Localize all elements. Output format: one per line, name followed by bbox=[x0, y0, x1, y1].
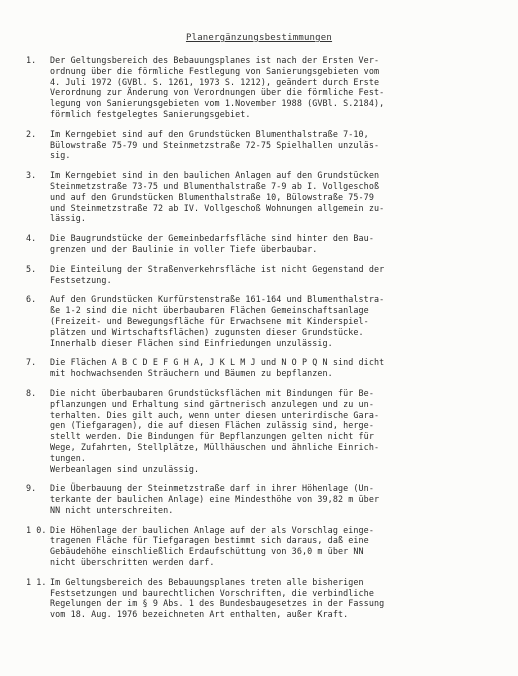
provision-line: Die Flächen A B C D E F G H A, J K L M J und N O P Q N sind dicht bbox=[50, 357, 385, 368]
provision-line: nicht überschritten werden darf. bbox=[50, 557, 215, 568]
provision-line: Regelungen der im § 9 Abs. 1 des Bundesbaugesetzes in der Fassung bbox=[50, 598, 385, 609]
provision-line: Der Geltungsbereich des Bebauungsplanes ist nach der Ersten Ver- bbox=[50, 55, 380, 65]
provision-line: Die Einteilung der Straßenverkehrsfläche ist nicht Gegenstand der bbox=[50, 263, 385, 274]
provision-line: tungen. bbox=[50, 452, 86, 463]
provision-text bbox=[50, 170, 496, 224]
provision-line: tragenen Fläche für Tiefgaragen bestimmt sich daraus, daß eine bbox=[50, 535, 369, 546]
provision-item bbox=[26, 55, 496, 120]
provision-number: 1. bbox=[26, 55, 37, 65]
provision-line: Auf den Grundstücken Kurfürstenstraße 161-164 und Blumenthalstra- bbox=[50, 294, 385, 305]
provision-line: ße 1-2 sind die nicht überbaubaren Flächen Gemeinschaftsanlage bbox=[50, 305, 369, 316]
provision-number: 9. bbox=[26, 483, 37, 494]
provision-text bbox=[50, 577, 496, 620]
provision-line: terhalten. Dies gilt auch, wenn unter diesen unterirdische Gara- bbox=[50, 409, 380, 420]
provision-text bbox=[50, 55, 496, 120]
provision-text bbox=[50, 525, 496, 568]
provision-line: Die Höhenlage der baulichen Anlage auf der als Vorschlag einge- bbox=[50, 524, 374, 535]
provision-line: und Steinmetzstraße 72 ab IV. Vollgeschoß Wohnungen allgemein zu- bbox=[50, 202, 385, 213]
provision-line: legung von Sanierungsgebieten vom 1.November 1988 (GVBl. S.2184), bbox=[50, 98, 385, 109]
provision-number: 4. bbox=[26, 233, 37, 244]
provision-line: lässig. bbox=[50, 213, 86, 224]
provision-item bbox=[26, 483, 496, 515]
provision-line: mit hochwachsenden Sträuchern und Bäumen zu bepflanzen. bbox=[50, 368, 333, 379]
provision-line: Festsetzung. bbox=[50, 274, 112, 285]
provision-line: plätzen und Wirtschaftsflächen) zugunsten dieser Grundstücke. bbox=[50, 326, 364, 337]
provision-item bbox=[26, 388, 496, 474]
provision-item bbox=[26, 294, 496, 348]
provision-line: Im Geltungsbereich des Bebauungsplanes treten alle bisherigen bbox=[50, 576, 364, 587]
provision-line: Bülowstraße 75-79 und Steinmetzstraße 72-75 Spielhallen unzuläs- bbox=[50, 139, 380, 150]
provision-line: Steinmetzstraße 73-75 und Blumenthalstraße 7-9 ab I. Vollgeschoß bbox=[50, 180, 380, 191]
provision-line: Verordnung zur Änderung von Verordnungen über die förmliche Fest- bbox=[50, 87, 385, 98]
provision-text bbox=[50, 233, 496, 255]
provisions-list bbox=[26, 55, 496, 629]
provision-line: Im Kerngebiet sind in den baulichen Anlagen auf den Grundstücken bbox=[50, 170, 380, 181]
provision-number: 2. bbox=[26, 128, 37, 139]
provision-line: grenzen und der Baulinie in voller Tiefe überbaubar. bbox=[50, 243, 318, 254]
provision-line: Die Baugrundstücke der Gemeinbedarfsfläche sind hinter den Bau- bbox=[50, 233, 374, 244]
provision-line: gen (Tiefgaragen), die auf diesen Flächen zulässig sind, herge- bbox=[50, 420, 374, 431]
provision-item bbox=[26, 129, 496, 161]
provision-line: Gebäudehöhe einschließlich Erdaufschüttung von 36,0 m über NN bbox=[50, 546, 364, 557]
provision-line: Wege, Zufahrten, Stellplätze, Müllhäuschen und ähnliche Einrich- bbox=[50, 441, 380, 452]
provision-line: Die nicht überbaubaren Grundstücksflächen mit Bindungen für Be- bbox=[50, 387, 374, 398]
provision-line: Werbeanlagen sind unzulässig. bbox=[50, 463, 200, 474]
provision-text bbox=[50, 264, 496, 286]
document-title: Planergänzungsbestimmungen bbox=[185, 33, 333, 43]
provision-line: 4. Juli 1972 (GVBl. S. 1261, 1973 S. 1212), geändert durch Erste bbox=[50, 76, 380, 87]
provision-number: 8. bbox=[26, 387, 37, 398]
provision-line: pflanzungen und Erhaltung sind gärtnerisch anzulegen und zu un- bbox=[50, 398, 374, 409]
provision-item bbox=[26, 525, 496, 568]
provision-number: 1 0. bbox=[26, 524, 47, 535]
provision-line: (Freizeit- und Bewegungsfläche für Erwachsene mit Kinderspiel- bbox=[50, 315, 369, 326]
provision-item bbox=[26, 264, 496, 286]
provision-line: Im Kerngebiet sind auf den Grundstücken Blumenthalstraße 7-10, bbox=[50, 128, 369, 139]
provision-number: 5. bbox=[26, 263, 37, 274]
provision-line: terkante der baulichen Anlage) eine Mindesthöhe von 39,82 m über bbox=[50, 494, 380, 505]
provision-line: vom 18. Aug. 1976 bezeichneten Art enthalten, außer Kraft. bbox=[50, 609, 349, 620]
provision-line: sig. bbox=[50, 150, 71, 161]
provision-item bbox=[26, 357, 496, 379]
provision-text bbox=[50, 129, 496, 161]
provision-line: Festsetzungen und baurechtlichen Vorschriften, die verbindliche bbox=[50, 587, 374, 598]
provision-text bbox=[50, 388, 496, 474]
provision-line: stellt werden. Die Bindungen für Bepflanzungen gelten nicht für bbox=[50, 431, 374, 442]
provision-text bbox=[50, 483, 496, 515]
provision-item bbox=[26, 170, 496, 224]
provision-number: 3. bbox=[26, 170, 37, 181]
provision-line: Innerhalb dieser Flächen sind Einfriedungen unzulässig. bbox=[50, 337, 333, 348]
provision-number: 7. bbox=[26, 357, 37, 368]
provision-line: ordnung über die förmliche Festlegung von Sanierungsgebieten vom bbox=[50, 65, 380, 76]
provision-text bbox=[50, 357, 496, 379]
provision-line: und auf den Grundstücken Blumenthalstraße 10, Bülowstraße 75-79 bbox=[50, 191, 374, 202]
provision-line: Die Überbauung der Steinmetzstraße darf in ihrer Höhenlage (Un- bbox=[50, 483, 374, 494]
provision-line: förmlich festgelegtes Sanierungsgebiet. bbox=[50, 108, 251, 119]
provision-item bbox=[26, 577, 496, 620]
provision-text bbox=[50, 294, 496, 348]
provision-number: 1 1. bbox=[26, 576, 47, 587]
provision-line: NN nicht unterschreiten. bbox=[50, 504, 174, 515]
provision-item bbox=[26, 233, 496, 255]
provision-number: 6. bbox=[26, 294, 37, 305]
